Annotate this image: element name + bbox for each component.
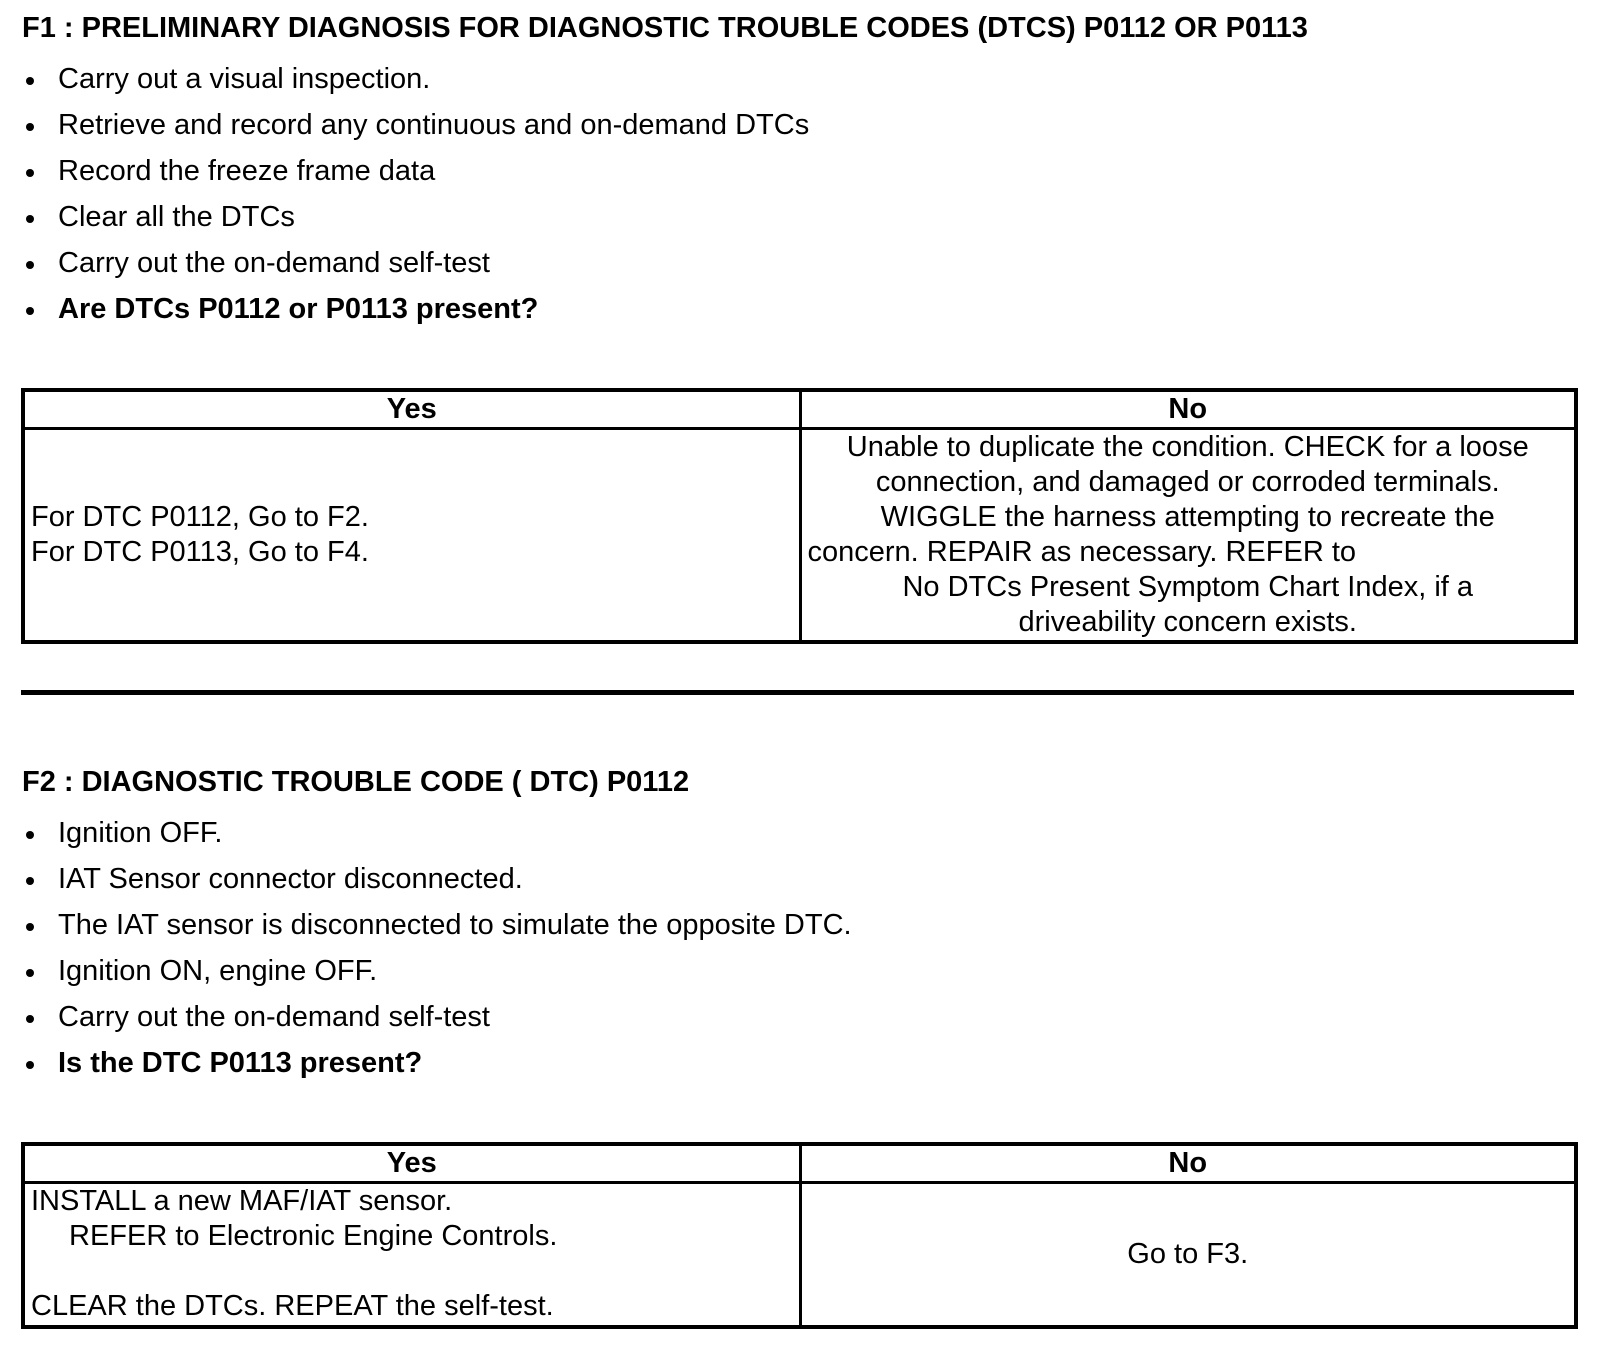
f1-no-cell: [800, 429, 1576, 643]
f2-yes-cell: [23, 1183, 800, 1327]
f2-step-1: Ignition OFF.: [22, 810, 852, 856]
f2-yes-line-1: INSTALL a new MAF/IAT sensor.: [31, 1185, 453, 1218]
f2-step-5: Carry out the on-demand self-test: [22, 994, 852, 1040]
f2-no-cell: Go to F3.: [800, 1183, 1576, 1327]
f2-step-4: Ignition ON, engine OFF.: [22, 948, 852, 994]
f1-step-3: Record the freeze frame data: [22, 148, 809, 194]
section-divider: [21, 690, 1574, 695]
f2-step-2: IAT Sensor connector disconnected.: [22, 856, 852, 902]
f2-yes-line-2: REFER to Electronic Engine Controls.: [69, 1220, 558, 1253]
f1-yes-header: Yes: [23, 390, 800, 429]
f1-no-line-2: connection, and damaged or corroded terminals.: [875, 466, 1500, 498]
f1-step-4: Clear all the DTCs: [22, 194, 809, 240]
f1-no-header: No: [800, 390, 1576, 429]
f2-question: Is the DTC P0113 present?: [22, 1040, 852, 1086]
f2-yes-spacer: [31, 1254, 793, 1289]
f2-yes-header: Yes: [23, 1144, 800, 1183]
f2-yes-line-3: CLEAR the DTCs. REPEAT the self-test.: [31, 1290, 554, 1323]
f2-no-header: No: [800, 1144, 1576, 1183]
f2-step-list: [22, 810, 852, 1086]
f1-no-line-6: driveability concern exists.: [1018, 606, 1357, 638]
f1-no-line-1: Unable to duplicate the condition. CHECK for a loose: [846, 431, 1529, 463]
f1-yes-cell: [23, 429, 800, 643]
f1-step-1: Carry out a visual inspection.: [22, 56, 809, 102]
f1-question: Are DTCs P0112 or P0113 present?: [22, 286, 809, 332]
f1-yes-line-1: For DTC P0112, Go to F2.: [31, 501, 369, 533]
f1-no-line-5: No DTCs Present Symptom Chart Index, if a: [902, 571, 1474, 603]
f1-no-line-3: WIGGLE the harness attempting to recreate the: [880, 501, 1495, 533]
f1-decision-table: [21, 388, 1578, 644]
f2-decision-table: [21, 1142, 1578, 1329]
f1-no-line-4: concern. REPAIR as necessary. REFER to: [807, 536, 1357, 568]
f1-step-2: Retrieve and record any continuous and on-demand DTCs: [22, 102, 809, 148]
f1-yes-line-2: For DTC P0113, Go to F4.: [31, 536, 369, 568]
f2-step-3: The IAT sensor is disconnected to simulate the opposite DTC.: [22, 902, 852, 948]
f1-step-5: Carry out the on-demand self-test: [22, 240, 809, 286]
f1-step-list: [22, 56, 809, 332]
f2-title: F2 : DIAGNOSTIC TROUBLE CODE ( DTC) P0112: [22, 766, 690, 798]
f1-title: F1 : PRELIMINARY DIAGNOSIS FOR DIAGNOSTIC TROUBLE CODES (DTCS) P0112 OR P0113: [22, 12, 1308, 44]
